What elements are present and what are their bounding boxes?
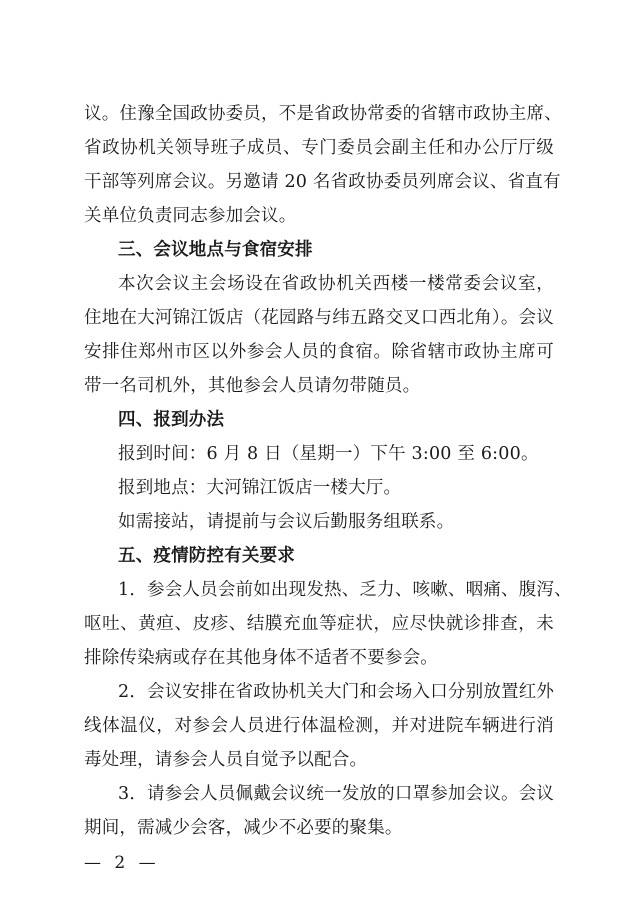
body-line: 2．会议安排在省政协机关大门和会场入口分别放置红外 bbox=[118, 682, 555, 702]
body-line: 1．参会人员会前如出现发热、乏力、咳嗽、咽痛、腹泻、 bbox=[118, 580, 572, 600]
body-line: 省政协机关领导班子成员、专门委员会副主任和办公厅厅级 bbox=[84, 138, 554, 158]
body-line: 期间，需减少会客，减少不必要的聚集。 bbox=[84, 818, 403, 838]
body-line: 线体温仪，对参会人员进行体温检测，并对进院车辆进行消 bbox=[84, 716, 554, 736]
body-line: 报到地点：大河锦江饭店一楼大厅。 bbox=[118, 478, 402, 498]
body-line: 3．请参会人员佩戴会议统一发放的口罩参加会议。会议 bbox=[118, 784, 555, 804]
body-line: 本次会议主会场设在省政协机关西楼一楼常委会议室， bbox=[118, 274, 554, 294]
body-line: 议。住豫全国政协委员，不是省政协常委的省辖市政协主席、 bbox=[84, 104, 562, 124]
body-line: 住地在大河锦江饭店（花园路与纬五路交叉口西北角）。会议 bbox=[84, 308, 554, 328]
page-number: — 2 — bbox=[84, 853, 160, 873]
body-line: 带一名司机外，其他参会人员请勿带随员。 bbox=[84, 376, 421, 396]
body-line: 如需接站，请提前与会议后勤服务组联系。 bbox=[118, 512, 455, 532]
body-line: 毒处理，请参会人员自觉予以配合。 bbox=[84, 750, 368, 770]
body-line: 关单位负责同志参加会议。 bbox=[84, 206, 297, 226]
body-line: 排除传染病或存在其他身体不适者不要参会。 bbox=[84, 648, 438, 668]
section-heading: 四、报到办法 bbox=[118, 410, 225, 430]
body-line: 报到时间：6 月 8 日（星期一）下午 3:00 至 6:00。 bbox=[118, 444, 539, 464]
body-line: 呕吐、黄疸、皮疹、结膜充血等症状，应尽快就诊排查，未 bbox=[84, 614, 554, 634]
body-line: 安排住郑州市区以外参会人员的食宿。除省辖市政协主席可 bbox=[84, 342, 554, 362]
section-heading: 三、会议地点与食宿安排 bbox=[118, 240, 313, 260]
body-line: 干部等列席会议。另邀请 20 名省政协委员列席会议、省直有 bbox=[84, 172, 561, 192]
section-heading: 五、疫情防控有关要求 bbox=[118, 546, 295, 566]
